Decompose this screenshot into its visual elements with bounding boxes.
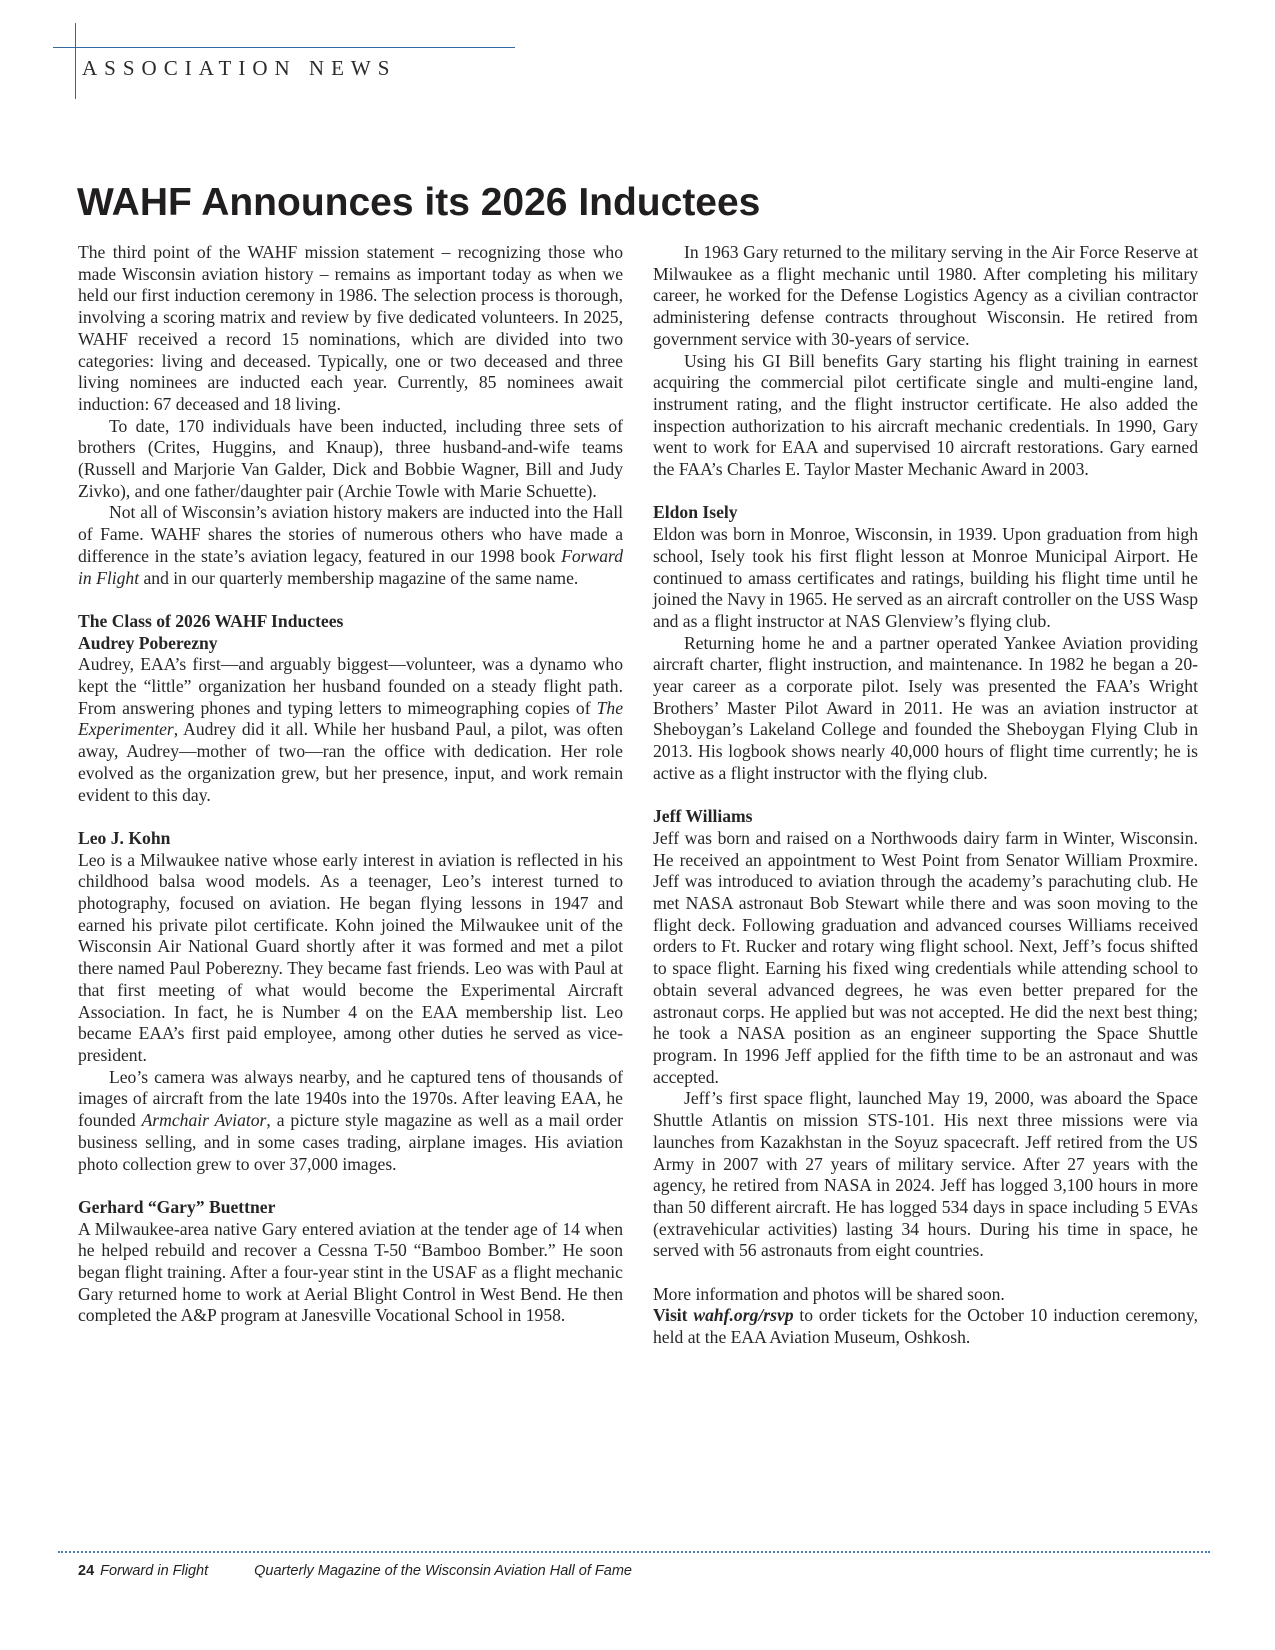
footer-dotted-rule (58, 1551, 1210, 1553)
paragraph: A Milwaukee-area native Gary entered aviation at the tender age of 14 when he helped rebuild and recover a Cessna T-50 “Bamboo Bomber.” He soon began flight training. After a four-year stint in the USAF as a flight mechanic Gary returned home to work at Aerial Blight Control in West Bend. He then completed the A&P program at Janesville Vocational School in 1958. (78, 1218, 623, 1326)
header-vertical-rule (75, 23, 76, 99)
paragraph: Using his GI Bill benefits Gary starting his flight training in earnest acquiring the commercial pilot certificate single and multi-engine land, instrument rating, and the flight instructor certificate. He also added the inspection authorization to his aircraft mechanic credentials. In 1990, Gary went to work for EAA and supervised 10 aircraft restorations. Gary earned the FAA’s Charles E. Taylor Master Mechanic Award in 2003. (653, 350, 1198, 480)
section-heading: Jeff Williams (653, 806, 753, 827)
section-label: ASSOCIATION NEWS (82, 56, 397, 80)
paragraph: Leo’s camera was always nearby, and he captured tens of thousands of images of aircraft from the late 1940s into the 1970s. After leaving EAA, he founded Armchair Aviator, a picture style magazine as well as a mail order business selling, and in some cases trading, airplane images. His aviation photo collection grew to over 37,000 images. (78, 1066, 623, 1174)
right-column (653, 242, 1198, 1349)
section-heading: Audrey Poberezny (78, 632, 218, 653)
paragraph: More information and photos will be shared soon. (653, 1283, 1005, 1304)
footer (78, 1563, 632, 1579)
paragraph: Not all of Wisconsin’s aviation history makers are inducted into the Hall of Fame. WAHF shares the stories of numerous others who have made a difference in the state’s aviation legacy, featured in our 1998 book Forward in Flight and in our quarterly membership magazine of the same name. (78, 502, 623, 588)
section-heading: Gerhard “Gary” Buettner (78, 1196, 276, 1217)
magazine-name: Forward in Flight (100, 1563, 209, 1579)
paragraph: Visit wahf.org/rsvp to order tickets for the October 10 induction ceremony, held at the EAA Aviation Museum, Oshkosh. (653, 1305, 1198, 1348)
article-title: WAHF Announces its 2026 Inductees (77, 181, 761, 225)
section-heading: Leo J. Kohn (78, 827, 171, 848)
paragraph: Leo is a Milwaukee native whose early interest in aviation is reflected in his childhood balsa wood models. As a teenager, Leo’s interest turned to photography, focused on aviation. He began flying lessons in 1947 and earned his private pilot certificate. Kohn joined the Milwaukee unit of the Wisconsin Air National Guard shortly after it was formed and met a pilot there named Paul Poberezny. They became fast friends. Leo was with Paul at that first meeting of what would become the Experimental Aircraft Association. In fact, he is Number 4 on the EAA membership list. Leo became EAA’s first paid employee, among other duties he served as vice-president. (78, 849, 623, 1065)
magazine-tagline: Quarterly Magazine of the Wisconsin Aviation Hall of Fame (254, 1563, 632, 1579)
section-heading: The Class of 2026 WAHF Inductees (78, 610, 344, 631)
paragraph: In 1963 Gary returned to the military serving in the Air Force Reserve at Milwaukee as a flight mechanic until 1980. After completing his military career, he worked for the Defense Logistics Agency as a civilian contractor administering defense contracts throughout Wisconsin. He retired from government service with 30-years of service. (653, 242, 1198, 349)
article-body (78, 242, 1198, 1349)
paragraph: Jeff’s first space flight, launched May 19, 2000, was aboard the Space Shuttle Atlantis on mission STS-101. His next three missions were via launches from Kazakhstan in the Soyuz spacecraft. Jeff retired from the US Army in 2007 with 27 years of military service. After 27 years with the agency, he retired from NASA in 2024. Jeff has logged 3,100 hours in more than 50 different aircraft. He has logged 534 days in space including 5 EVAs (extravehicular activities) lasting 34 hours. During his time in space, he served with 56 astronauts from eight countries. (653, 1088, 1198, 1261)
paragraph: Audrey, EAA’s first—and arguably biggest—volunteer, was a dynamo who kept the “little” organization her husband founded on a steady flight path. From answering phones and typing letters to mimeographing copies of The Experimenter, Audrey did it all. While her husband Paul, a pilot, was often away, Audrey—mother of two—ran the office with dedication. Her role evolved as the organization grew, but her presence, input, and work remain evident to this day. (78, 654, 623, 805)
header-horizontal-rule (53, 47, 515, 48)
paragraph: Returning home he and a partner operated Yankee Aviation providing aircraft charter, flight instruction, and maintenance. In 1982 he began a 20-year career as a corporate pilot. Isely was presented the FAA’s Wright Brothers’ Master Pilot Award in 2011. He was an aviation instructor at Sheboygan’s Lakeland College and founded the Sheboygan Flying Club in 2013. His logbook shows nearly 40,000 hours of flight time currently; he is active as a flight instructor with the flying club. (653, 632, 1198, 783)
paragraph: The third point of the WAHF mission statement – recognizing those who made Wisconsin aviation history – remains as important today as when we held our first induction ceremony in 1986. The selection process is thorough, involving a scoring matrix and review by five dedicated volunteers. In 2025, WAHF received a record 15 nominations, which are divided into two categories: living and deceased. Typically, one or two deceased and three living nominees are inducted each year. Currently, 85 nominees await induction: 67 deceased and 18 living. (78, 242, 623, 414)
left-column (78, 242, 623, 1349)
paragraph: Eldon was born in Monroe, Wisconsin, in 1939. Upon graduation from high school, Isely took his first flight lesson at Monroe Municipal Airport. He continued to amass certificates and ratings, building his flight time until he joined the Navy in 1965. He served as an aircraft controller on the USS Wasp and as a flight instructor at NAS Glenview’s flying club. (653, 524, 1198, 631)
section-heading: Eldon Isely (653, 502, 738, 523)
page-number: 24 (78, 1563, 95, 1579)
paragraph: To date, 170 individuals have been inducted, including three sets of brothers (Crites, Huggins, and Knaup), three husband-and-wife teams (Russell and Marjorie Van Galder, Dick and Bobbie Wagner, Bill and Judy Zivko), and one father/daughter pair (Archie Towle with Marie Schuette). (78, 415, 623, 501)
paragraph: Jeff was born and raised on a Northwoods dairy farm in Winter, Wisconsin. He received an appointment to West Point from Senator William Proxmire. Jeff was introduced to aviation through the academy’s parachuting club. He met NASA astronaut Bob Stewart while there and was soon moving to the flight deck. Following graduation and advanced courses Williams received orders to Ft. Rucker and rotary wing flight school. Next, Jeff’s focus shifted to space flight. Earning his fixed wing credentials while attending school to obtain several advanced degrees, he was even better prepared for the astronaut corps. He applied but was not accepted. He did the next best thing; he took a NASA position as an engineer supporting the Space Shuttle program. In 1996 Jeff applied for the fifth time to be an astronaut and was accepted. (653, 827, 1198, 1087)
